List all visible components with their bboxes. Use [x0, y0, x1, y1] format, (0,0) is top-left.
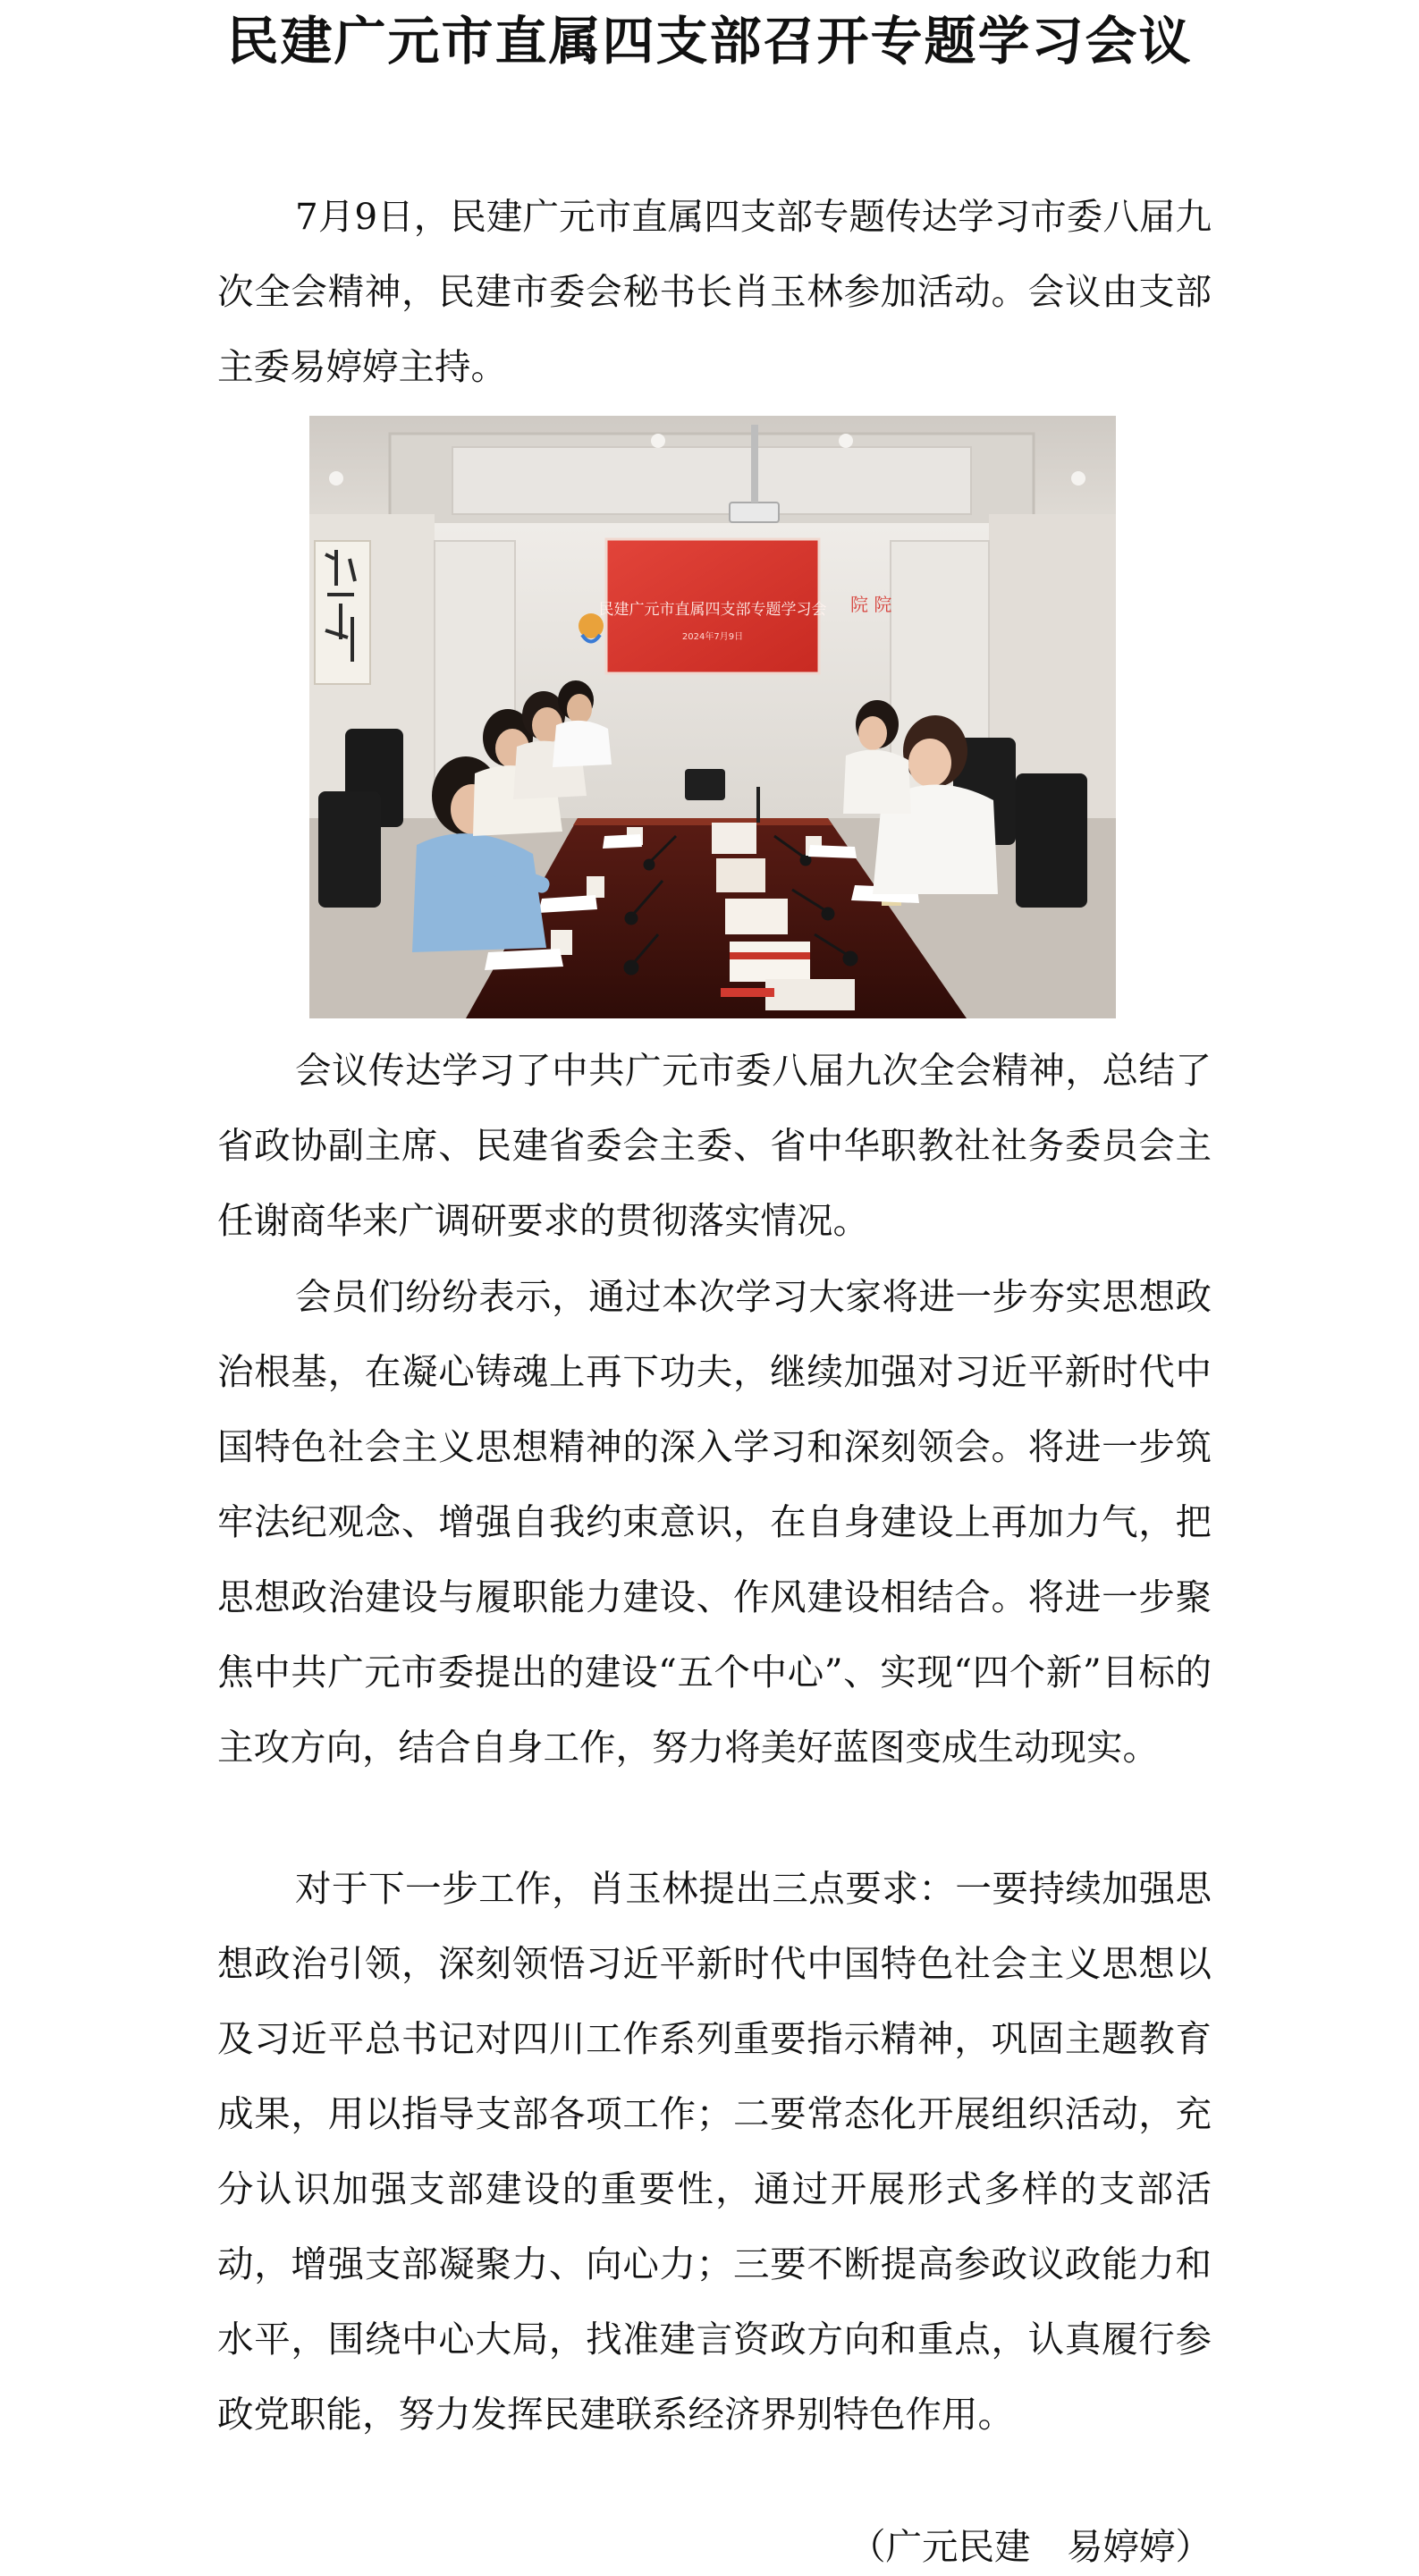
article-paragraph-4: 对于下一步工作，肖玉林提出三点要求：一要持续加强思想政治引领，深刻领悟习近平新时代中国特色社会主义思想以及习近平总书记对四川工作系列重要指示精神，巩固主题教育成果，用以指导支部各项工作；二要常态化开展组织活动，充分认识加强支部建设的重要性，通过开展形式多样的支部活动，增强支部凝聚力、向心力；三要不断提高参政议政能力和水平，围绕中心大局，找准建言资政方向和重点，认真履行参政党职能，努力发挥民建联系经济界别特色作用。: [217, 1867, 1212, 2436]
article-paragraph-1: 7月9日，民建广元市直属四支部专题传达学习市委八届九次全会精神，民建市委会秘书长肖玉林参加活动。会议由支部主委易婷婷主持。: [217, 195, 1212, 388]
article-title: 民建广元市直属四支部召开专题学习会议: [226, 11, 1193, 72]
meeting-photo: [309, 416, 1116, 1018]
screen-date: 2024年7月9日: [681, 632, 744, 642]
article-signature: （广元民建 易婷婷）: [849, 2525, 1212, 2568]
screen-title: 民建广元市直属四支部专题学习会: [598, 601, 827, 619]
projector: [730, 503, 779, 522]
wall-sign: 院 院: [850, 594, 892, 615]
article-paragraph-2: 会议传达学习了中共广元市委八届九次全会精神，总结了省政协副主席、民建省委会主委、省中华职教社社务委员会主任谢商华来广调研要求的贯彻落实情况。: [217, 1049, 1212, 1242]
article-paragraph-3: 会员们纷纷表示，通过本次学习大家将进一步夯实思想政治根基，在凝心铸魂上再下功夫，继续加强对习近平新时代中国特色社会主义思想精神的深入学习和深刻领会。将进一步筑牢法纪观念、增强自我约束意识，在自身建设上再加力气，把思想政治建设与履职能力建设、作风建设相结合。将进一步聚焦中共广元市委提出的建设“五个中心”、实现“四个新”目标的主攻方向，结合自身工作，努力将美好蓝图变成生动现实。: [217, 1275, 1212, 1769]
